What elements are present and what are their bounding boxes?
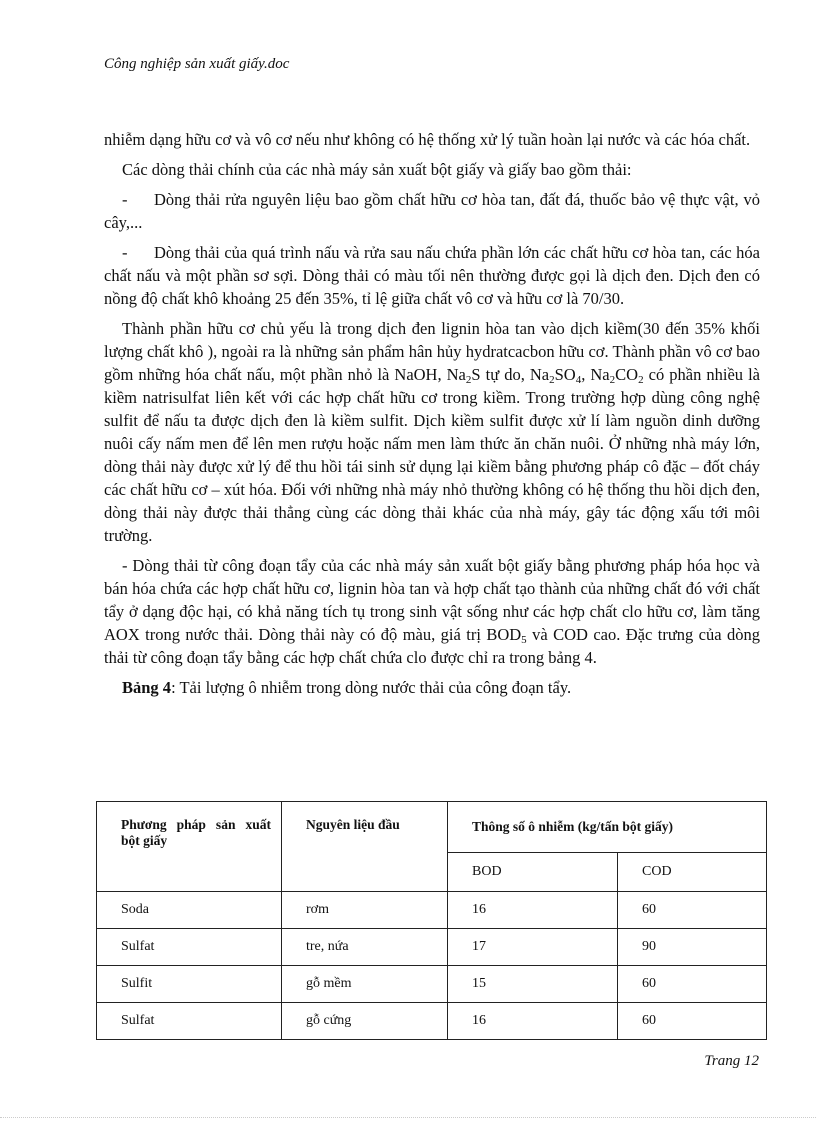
paragraph-4: - Dòng thải từ công đoạn tẩy của các nhà máy sản xuất bột giấy bằng phương pháp hóa học và bán hóa chứa các hợp chất hữu cơ, lignin hòa tan và hợp chất tạo thành của những chất đó với chất tẩy ở dạng độc hại, có khả năng tích tụ trong sinh vật sống như các hợp chất clo hữu cơ, làm tăng AOX trong nước thải. Dòng thải này có độ màu, giá trị $BOD_5$ và COD cao. Đặc trưng của dòng thải từ công đoạn tẩy bằng các hợp chất chứa clo được chỉ ra trong bảng 4. (104, 556, 760, 667)
paragraph-1: nhiễm dạng hữu cơ và vô cơ nếu như không có hệ thống xử lý tuần hoàn lại nước và các hóa chất. (104, 130, 751, 149)
col-header-method: Phương pháp sản xuất bột giấy (97, 802, 282, 892)
cell-bod: 17 (448, 929, 618, 966)
table-row (97, 929, 767, 966)
paragraph-3: Thành phần hữu cơ chủ yếu là trong dịch đen lignin hòa tan vào dịch kiềm(30 đến 35% khối lượng chất khô ), ngoài ra là những sản phẩm hân hủy hydratcacbon hữu cơ. Thành phần vô cơ bao gồm những hóa chất nấu, một phần nhỏ là NaOH, $Na_2S$ tự do, $Na_2SO_4$, $Na_2CO_2$ có phần nhiều là kiềm natrisulfat liên kết với các hợp chất hữu cơ trong kiềm. Trong trường hợp dùng công nghệ sulfit để nấu ta được dịch đen là kiềm sulfit. Dịch kiềm sulfit được xử lí làm nguồn dinh dưỡng nuôi cấy nấm men để lên men rượu hoặc nấm men làm thức ăn chăn nuôi. Ở những nhà máy lớn, dòng thải này được xử lý để thu hồi tái sinh sử dụng lại kiềm bằng phương pháp cô đặc – đốt cháy các chất hữu cơ – xút hóa. Đối với những nhà máy nhỏ thường không có hệ thống thu hồi dịch đen, dòng thải này được thải thẳng cùng các dòng thải khác của nhà máy, gây tác động xấu tới môi trường. (104, 319, 760, 545)
cell-bod: 16 (448, 1003, 618, 1040)
cell-method: Sulfat (97, 1003, 282, 1040)
paragraph-2: Các dòng thải chính của các nhà máy sản xuất bột giấy và giấy bao gồm thải: (122, 160, 632, 179)
page-bottom-divider (0, 1117, 816, 1118)
bullet-item-1: - Dòng thải rửa nguyên liệu bao gồm chất hữu cơ hòa tan, đất đá, thuốc bảo vệ thực vật, vỏ cây,... (104, 190, 760, 232)
table-caption-label: Bảng 4 (122, 678, 172, 697)
cell-material: gỗ mềm (282, 966, 448, 1003)
cell-cod: 60 (618, 892, 767, 929)
table-row (97, 966, 767, 1003)
page-number: Trang 12 (704, 1053, 759, 1069)
cell-cod: 90 (618, 929, 767, 966)
body-text (104, 128, 760, 707)
table-caption: Bảng 4: Tải lượng ô nhiễm trong dòng nước thải của công đoạn tẩy. (122, 678, 572, 697)
cell-bod: 15 (448, 966, 618, 1003)
table-row (97, 892, 767, 929)
cell-cod: 60 (618, 1003, 767, 1040)
dash-marker: - (122, 243, 128, 262)
col-header-material: Nguyên liệu đầu (282, 802, 448, 892)
bullet-item-2: - Dòng thải của quá trình nấu và rửa sau nấu chứa phần lớn các chất hữu cơ hòa tan, các hóa chất nấu và một phần sơ sợi. Dòng thải có màu tối nên thường được gọi là dịch đen. Dịch đen có nồng độ chất khô khoảng 25 đến 35%, tỉ lệ giữa chất vô cơ và hữu cơ là 70/30. (104, 243, 760, 308)
cell-material: tre, nứa (282, 929, 448, 966)
dash-marker: - (122, 190, 128, 209)
cell-material: rơm (282, 892, 448, 929)
cell-bod: 16 (448, 892, 618, 929)
col-header-cod: COD (618, 853, 767, 892)
cell-method: Sulfit (97, 966, 282, 1003)
cell-method: Soda (97, 892, 282, 929)
cell-method: Sulfat (97, 929, 282, 966)
cell-cod: 60 (618, 966, 767, 1003)
col-header-bod: BOD (448, 853, 618, 892)
document-header: Công nghiệp sản xuất giấy.doc (104, 56, 290, 72)
table-row (97, 1003, 767, 1040)
pollution-table (96, 801, 767, 1040)
cell-material: gỗ cứng (282, 1003, 448, 1040)
col-header-params: Thông số ô nhiễm (kg/tấn bột giấy) (448, 802, 767, 853)
